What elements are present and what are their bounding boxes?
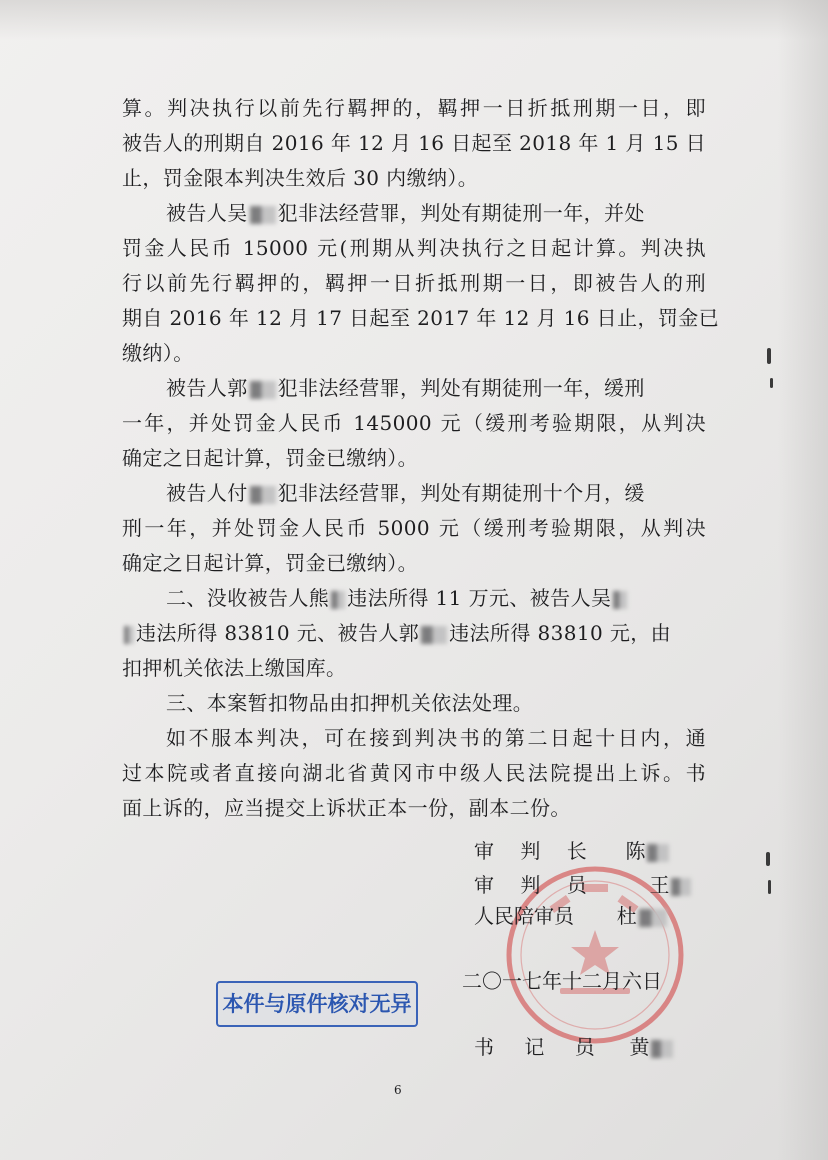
page-shadow-top <box>0 0 828 40</box>
text-fragment: 被告人吴 <box>166 201 248 225</box>
text-fragment: 犯非法经营罪，判处有期徒刑一年，缓刑 <box>277 376 645 400</box>
staple-mark <box>766 852 770 866</box>
juror-title: 人民陪审员 <box>474 904 574 928</box>
text-line: 过本院或者直接向湖北省黄冈市中级人民法院提出上诉。书 <box>122 761 706 785</box>
text-line: 被告人的刑期自 2016 年 12 月 16 日起至 2018 年 1 月 15 日 <box>122 131 706 155</box>
chief-judge-title: 审 判 长 <box>474 839 597 863</box>
text-fragment: 违法所得 83810 元、被告人郭 <box>136 621 420 645</box>
staple-mark <box>768 880 771 894</box>
text-line: 缴纳）。 <box>122 341 194 365</box>
text-line: 期自 2016 年 12 月 17 日起至 2017 年 12 月 16 日止，罚金已 <box>122 306 720 330</box>
redacted-name <box>331 591 345 609</box>
redacted-name <box>421 626 447 644</box>
clerk-name: 黄 <box>629 1035 650 1059</box>
redacted-name <box>250 486 276 504</box>
verification-stamp: 本件与原件核对无异 <box>216 981 418 1027</box>
text-fragment: 被告人郭 <box>166 376 248 400</box>
text-line: 如不服本判决，可在接到判决书的第二日起十日内，通 <box>166 726 706 750</box>
text-line: 面上诉的，应当提交上诉状正本一份，副本二份。 <box>122 796 571 820</box>
text-line: 确定之日起计算，罚金已缴纳）。 <box>122 446 418 470</box>
redacted-name <box>613 591 627 609</box>
page-number: 6 <box>394 1083 402 1097</box>
text-line <box>122 473 706 513</box>
staple-mark <box>770 378 773 388</box>
page-shadow-right <box>778 0 828 1160</box>
chief-judge-name: 陈 <box>625 839 646 863</box>
text-line: 三、本案暂扣物品由扣押机关依法处理。 <box>166 691 534 715</box>
redacted-name <box>671 878 691 896</box>
text-line <box>122 193 706 233</box>
text-fragment: 被告人付 <box>166 481 248 505</box>
text-line <box>122 578 706 618</box>
clerk-title: 书 记 员 <box>474 1035 607 1059</box>
text-line: 一年，并处罚金人民币 145000 元（缓刑考验期限，从判决 <box>122 411 706 435</box>
text-line: 罚金人民币 15000 元(刑期从判决执行之日起计算。判决执 <box>122 236 706 260</box>
text-line: 行以前先行羁押的，羁押一日折抵刑期一日，即被告人的刑 <box>122 271 706 295</box>
text-line: 确定之日起计算，罚金已缴纳）。 <box>122 551 418 575</box>
text-line: 算。判决执行以前先行羁押的，羁押一日折抵刑期一日，即 <box>122 96 706 120</box>
redacted-name <box>250 206 276 224</box>
text-fragment: 二、没收被告人熊 <box>166 586 330 610</box>
redacted-name <box>647 844 669 862</box>
text-fragment: 犯非法经营罪，判处有期徒刑一年，并处 <box>277 201 645 225</box>
clerk-line <box>474 1032 675 1062</box>
text-fragment: 违法所得 11 万元、被告人吴 <box>347 586 612 610</box>
text-line: 刑一年，并处罚金人民币 5000 元（缓刑考验期限，从判决 <box>122 516 706 540</box>
judge-name: 王 <box>649 873 670 897</box>
staple-mark <box>767 348 771 364</box>
text-fragment: 违法所得 83810 元，由 <box>449 621 672 645</box>
judge-title: 审 判 员 <box>474 873 597 897</box>
text-line: 扣押机关依法上缴国库。 <box>122 656 347 680</box>
redacted-name <box>124 626 134 644</box>
judgment-date: 二〇一七年十二月六日 <box>462 969 662 993</box>
text-line <box>122 613 706 653</box>
juror-name: 杜 <box>616 904 637 928</box>
chief-judge-line <box>474 836 671 866</box>
text-fragment: 犯非法经营罪，判处有期徒刑十个月，缓 <box>277 481 645 505</box>
text-line <box>122 368 706 408</box>
juror-line <box>474 901 669 931</box>
text-line: 止，罚金限本判决生效后 30 内缴纳）。 <box>122 166 479 190</box>
judge-line <box>474 870 693 900</box>
redacted-name <box>651 1040 673 1058</box>
redacted-name <box>250 381 276 399</box>
redacted-name <box>639 909 667 927</box>
